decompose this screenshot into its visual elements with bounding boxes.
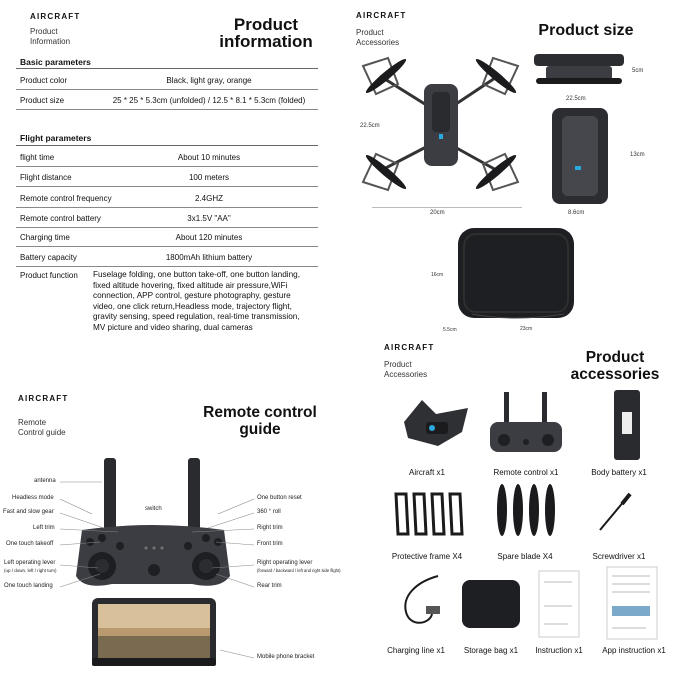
divider	[16, 145, 318, 146]
acc-item-label: Body battery x1	[591, 468, 647, 477]
brand-logo: AIRCRAFT	[384, 343, 435, 352]
param-value: About 10 minutes	[177, 153, 241, 162]
acc-item-label: Aircraft x1	[408, 468, 445, 477]
remote-label: One touch landing	[4, 583, 53, 589]
function-line: gravity sensing, speed regulation, real-time transmission,	[93, 312, 300, 321]
remote-label: Front trim	[257, 541, 283, 547]
param-row	[16, 167, 318, 187]
param-label: Product size	[20, 96, 65, 105]
dim-label: 5cm	[632, 68, 644, 74]
remote-subtitle	[18, 418, 66, 438]
dim-label: 20cm	[430, 210, 445, 216]
acc-item-label: App instruction x1	[602, 646, 666, 655]
acc-item-label: Charging line x1	[387, 646, 445, 655]
acc-item-label: Instruction x1	[535, 646, 583, 655]
remote-label: Right trim	[257, 525, 283, 531]
info-subtitle-line1: Product	[30, 27, 58, 36]
acc-subtitle-line2: Accessories	[384, 370, 428, 379]
remote-label: Left operating lever	[4, 560, 56, 566]
remote-label: (up / down, left / right turn)	[4, 568, 57, 573]
param-label: Product color	[20, 76, 68, 85]
dim-label: 5.5cm	[443, 327, 457, 333]
function-line: video, one click return,Headless mode, trajectory flight,	[93, 301, 292, 311]
function-line: Fuselage folding, one button take-off, one button landing,	[93, 270, 300, 279]
param-row	[16, 227, 318, 247]
param-label: Remote control frequency	[20, 194, 112, 203]
remote-subtitle-line1: Remote	[18, 418, 47, 427]
param-row	[16, 208, 318, 228]
param-label: Charging time	[20, 233, 70, 242]
remote-label: switch	[145, 506, 162, 512]
param-row	[16, 247, 318, 267]
param-row	[16, 188, 318, 208]
param-value: 1800mAh lithium battery	[165, 253, 253, 262]
remote-label: Right operating lever	[257, 560, 313, 566]
remote-label: 360 ° roll	[257, 509, 281, 515]
aircraft-image	[398, 392, 474, 452]
param-value: 25 * 25 * 5.3cm (unfolded) / 12.5 * 8.1 * 5.3cm (folded)	[112, 96, 306, 105]
param-row	[16, 90, 318, 110]
function-line: connection, APP control, gesture photography, gesture	[93, 291, 291, 300]
remote-label: antenna	[34, 478, 56, 484]
param-value: 100 meters	[188, 173, 230, 182]
dim-label: 13cm	[630, 152, 645, 158]
remote-label: Fast and slow gear	[3, 509, 54, 515]
body-battery-image	[612, 388, 642, 464]
acc-title-line1: Product	[585, 349, 645, 366]
param-label: Remote control battery	[20, 214, 101, 223]
param-value: About 120 minutes	[175, 233, 243, 242]
screwdriver-image	[596, 490, 636, 534]
remote-label: Rear trim	[257, 583, 282, 589]
info-title-line1: Product	[233, 15, 299, 34]
drone-folded-view-image	[548, 104, 612, 208]
param-value: 2.4GHZ	[194, 194, 223, 203]
remote-title-line2: guide	[239, 421, 281, 438]
acc-item-label: Storage bag x1	[463, 646, 519, 655]
spare-blade-image	[494, 482, 558, 540]
storage-bag-small-image	[460, 576, 522, 632]
info-subtitle-line2: Information	[30, 37, 71, 46]
remote-label: Mobile phone bracket	[257, 654, 315, 660]
param-label: Battery capacity	[20, 253, 77, 262]
drone-top-view-image	[358, 56, 523, 196]
acc-subtitle	[384, 360, 427, 380]
size-subtitle-line2: Accessories	[356, 38, 400, 47]
storage-bag-image	[454, 222, 582, 324]
info-title	[200, 16, 332, 50]
remote-label: One touch takeoff	[6, 541, 54, 547]
param-label: Flight distance	[20, 173, 72, 182]
info-subtitle	[30, 27, 70, 47]
param-row	[16, 147, 318, 167]
remote-subtitle-line2: Control guide	[18, 428, 66, 437]
function-line: fixed altitude hovering, fixed altitude air pressure,WiFi	[93, 280, 288, 290]
dim-label: 8.6cm	[568, 210, 585, 216]
acc-item-label: Protective frame X4	[391, 552, 463, 561]
function-text	[93, 270, 325, 333]
param-row	[16, 70, 318, 90]
function-label: Product function	[20, 271, 78, 280]
size-subtitle-line1: Product	[356, 28, 384, 37]
dim-label: 23cm	[520, 326, 533, 332]
dim-label: 16cm	[431, 272, 444, 278]
brand-logo: AIRCRAFT	[30, 12, 81, 21]
remote-title-line1: Remote control	[203, 404, 317, 421]
remote-label: (forward / backward / left and right side flight)	[257, 568, 341, 573]
remote-label: Left trim	[33, 525, 55, 531]
basic-params-heading: Basic parameters	[20, 57, 91, 67]
param-label: flight time	[20, 153, 55, 162]
acc-title-line2: accessories	[570, 366, 660, 383]
acc-item-label: Remote control x1	[493, 468, 559, 477]
acc-item-label: Screwdriver x1	[592, 552, 646, 561]
remote-title	[185, 404, 335, 438]
brand-logo: AIRCRAFT	[356, 11, 407, 20]
info-title-line2: information	[219, 32, 313, 51]
instruction-image	[538, 570, 580, 638]
param-value: 3x1.5V "AA"	[187, 214, 231, 223]
function-line: MV picture and video sharing, dual cameras	[93, 322, 253, 332]
brand-logo: AIRCRAFT	[18, 394, 69, 403]
param-value: Black, light gray, orange	[166, 76, 252, 85]
dim-label: 22.5cm	[360, 123, 380, 129]
charging-line-image	[396, 572, 446, 634]
size-subtitle	[356, 28, 399, 48]
divider	[16, 68, 318, 69]
flight-params-heading: Flight parameters	[20, 133, 92, 143]
remote-control-small-image	[488, 392, 564, 458]
acc-item-label: Spare blade X4	[497, 552, 553, 561]
remote-label: One button reset	[257, 495, 302, 501]
acc-title	[552, 349, 678, 383]
size-title: Product size	[538, 22, 634, 39]
remote-label: Headless mode	[12, 495, 54, 501]
dim-label: 22.5cm	[566, 96, 586, 102]
drone-side-view-image	[528, 48, 628, 92]
protective-frame-image	[392, 490, 470, 540]
acc-subtitle-line1: Product	[384, 360, 412, 369]
dim-line	[372, 207, 522, 208]
app-instruction-image	[606, 566, 658, 640]
